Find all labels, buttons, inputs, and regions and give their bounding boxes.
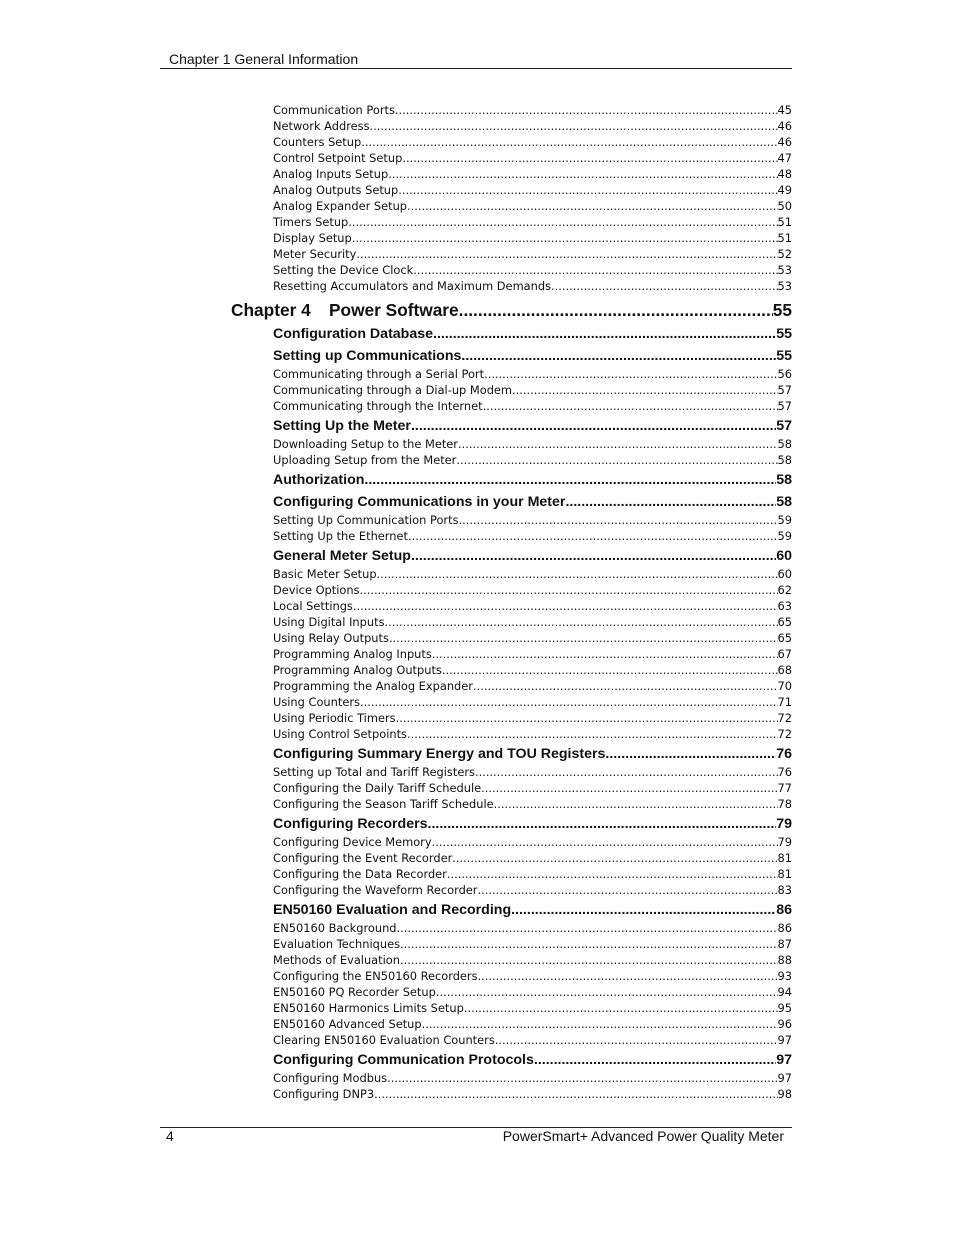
toc-section-page: 58 <box>776 494 792 510</box>
toc-entry[interactable] <box>273 382 792 398</box>
toc-entry-page: 53 <box>777 279 792 293</box>
toc-entry[interactable] <box>273 582 792 598</box>
toc-entry-title: Communicating through a Serial Port <box>273 367 485 381</box>
dot-leader <box>348 214 777 230</box>
toc-entry-title: Display Setup <box>273 231 352 245</box>
toc-entry-page: 76 <box>777 765 792 779</box>
toc-section-page: 58 <box>776 472 792 488</box>
toc-entry-title: Device Options <box>273 583 360 597</box>
toc-entry-title: Control Setpoint Setup <box>273 151 403 165</box>
toc-entry-page: 88 <box>777 953 792 967</box>
toc-entry-page: 59 <box>777 513 792 527</box>
dot-leader <box>411 417 776 436</box>
toc-section[interactable] <box>273 1051 792 1070</box>
toc-entry[interactable] <box>273 118 792 134</box>
toc-entry[interactable] <box>273 598 792 614</box>
toc-entry-title: Analog Expander Setup <box>273 199 408 213</box>
dot-leader <box>353 598 778 614</box>
toc-entry-title: Configuring the Data Recorder <box>273 867 447 881</box>
toc-entry-page: 56 <box>777 367 792 381</box>
toc-entry[interactable] <box>273 1000 792 1016</box>
dot-leader <box>456 452 777 468</box>
toc-section-title: Configuring Communication Protocols <box>273 1052 534 1068</box>
toc-entry[interactable] <box>273 662 792 678</box>
toc-entry[interactable] <box>273 920 792 936</box>
toc-entry-page: 71 <box>777 695 792 709</box>
toc-entry-page: 87 <box>777 937 792 951</box>
toc-entry-page: 46 <box>777 119 792 133</box>
toc-entry-page: 58 <box>777 437 792 451</box>
toc-entry-page: 78 <box>777 797 792 811</box>
toc-entry-page: 47 <box>777 151 792 165</box>
dot-leader <box>461 347 776 366</box>
dot-leader <box>442 662 778 678</box>
toc-entry-page: 68 <box>777 663 792 677</box>
toc-entry[interactable] <box>273 278 792 294</box>
running-head: Chapter 1 General Information <box>169 51 359 67</box>
toc-section[interactable] <box>273 325 792 344</box>
dot-leader <box>428 815 777 834</box>
toc-section-title: EN50160 Evaluation and Recording <box>273 902 512 918</box>
toc-entry-title: Programming Analog Inputs <box>273 647 432 661</box>
toc-entry[interactable] <box>273 764 792 780</box>
toc-entry[interactable] <box>273 262 792 278</box>
toc-entry-title: Configuring the Daily Tariff Schedule <box>273 781 482 795</box>
toc-entry-page: 52 <box>777 247 792 261</box>
toc-section-page: 79 <box>776 816 792 832</box>
toc-section[interactable] <box>273 471 792 490</box>
dot-leader <box>511 901 776 920</box>
toc-entry-page: 59 <box>777 529 792 543</box>
toc-section[interactable] <box>273 901 792 920</box>
toc-entry-page: 50 <box>777 199 792 213</box>
toc-entry-title: EN50160 Harmonics Limits Setup <box>273 1001 464 1015</box>
toc-entry-title: Communication Ports <box>273 103 395 117</box>
dot-leader <box>432 834 778 850</box>
toc-entry-page: 77 <box>777 781 792 795</box>
toc-entry-title: Clearing EN50160 Evaluation Counters <box>273 1033 495 1047</box>
toc-entry-page: 97 <box>777 1071 792 1085</box>
dot-leader <box>478 968 778 984</box>
toc-entry-title: Evaluation Techniques <box>273 937 401 951</box>
toc-entry-title: Timers Setup <box>273 215 349 229</box>
dot-leader <box>387 1070 777 1086</box>
dot-leader <box>494 796 778 812</box>
dot-leader <box>389 630 778 646</box>
dot-leader <box>360 582 778 598</box>
toc-entry[interactable] <box>273 882 792 898</box>
toc-entry-page: 65 <box>777 615 792 629</box>
toc-entry-title: Configuring the Season Tariff Schedule <box>273 797 494 811</box>
toc-section-page: 60 <box>776 548 792 564</box>
toc-entry-page: 81 <box>777 851 792 865</box>
toc-section-page: 55 <box>776 326 792 342</box>
dot-leader <box>475 764 778 780</box>
toc-entry-title: Using Relay Outputs <box>273 631 389 645</box>
toc-entry-page: 62 <box>777 583 792 597</box>
toc-entry-title: Methods of Evaluation <box>273 953 400 967</box>
toc-entry[interactable] <box>273 214 792 230</box>
header-rule <box>160 68 792 69</box>
toc-entry-title: Setting up Total and Tariff Registers <box>273 765 475 779</box>
toc-entry[interactable] <box>273 166 792 182</box>
toc-entry[interactable] <box>273 936 792 952</box>
toc-entry[interactable] <box>273 780 792 796</box>
toc-entry-title: Uploading Setup from the Meter <box>273 453 457 467</box>
toc-entry-title: Configuring the Waveform Recorder <box>273 883 478 897</box>
toc-section[interactable] <box>273 547 792 566</box>
toc-section-title: Setting up Communications <box>273 348 462 364</box>
dot-leader <box>422 1016 778 1032</box>
toc-entry-page: 63 <box>777 599 792 613</box>
dot-leader <box>433 325 776 344</box>
toc-entry-page: 53 <box>777 263 792 277</box>
toc-entry[interactable] <box>273 150 792 166</box>
dot-leader <box>398 182 777 198</box>
page-number: 4 <box>166 1128 174 1144</box>
toc-entry[interactable] <box>273 968 792 984</box>
toc-entry-page: 98 <box>777 1087 792 1101</box>
toc-entry-title: Configuring the Event Recorder <box>273 851 453 865</box>
toc-section-page: 97 <box>776 1052 792 1068</box>
toc-entry[interactable] <box>273 630 792 646</box>
toc-entry-page: 70 <box>777 679 792 693</box>
toc-entry-title: Setting the Device Clock <box>273 263 414 277</box>
toc-entry[interactable] <box>273 710 792 726</box>
toc-entry-title: EN50160 Background <box>273 921 397 935</box>
dot-leader <box>458 436 778 452</box>
toc-entry[interactable] <box>273 1070 792 1086</box>
toc-section-title: Configuring Summary Energy and TOU Registers <box>273 746 606 762</box>
dot-leader <box>565 493 776 512</box>
toc-entry-page: 65 <box>777 631 792 645</box>
toc-entry[interactable] <box>273 102 792 118</box>
toc-entry-title: Using Control Setpoints <box>273 727 407 741</box>
toc-entry[interactable] <box>273 866 792 882</box>
toc-entry-page: 46 <box>777 135 792 149</box>
toc-entry-page: 97 <box>777 1033 792 1047</box>
dot-leader <box>432 646 778 662</box>
toc-entry[interactable] <box>273 512 792 528</box>
toc-section[interactable] <box>273 347 792 366</box>
toc-entry[interactable] <box>273 182 792 198</box>
toc-entry[interactable] <box>273 614 792 630</box>
toc-section-title: Configuration Database <box>273 326 434 342</box>
toc-entry-title: Basic Meter Setup <box>273 567 377 581</box>
dot-leader <box>464 1000 778 1016</box>
toc-entry-title: Local Settings <box>273 599 353 613</box>
dot-leader <box>481 780 777 796</box>
toc-entry-title: Configuring DNP3 <box>273 1087 375 1101</box>
toc-entry-page: 57 <box>777 383 792 397</box>
toc-entry-title: Analog Inputs Setup <box>273 167 389 181</box>
toc-entry[interactable] <box>273 678 792 694</box>
toc-entry-page: 49 <box>777 183 792 197</box>
dot-leader <box>408 528 778 544</box>
dot-leader <box>385 614 778 630</box>
toc-entry[interactable] <box>273 796 792 812</box>
dot-leader <box>356 246 777 262</box>
toc-entry-title: Configuring the EN50160 Recorders <box>273 969 478 983</box>
dot-leader <box>370 118 778 134</box>
toc-entry[interactable] <box>273 726 792 742</box>
toc-entry[interactable] <box>273 952 792 968</box>
toc-entry[interactable] <box>273 134 792 150</box>
toc-entry-page: 96 <box>777 1017 792 1031</box>
toc-entry-page: 51 <box>777 215 792 229</box>
toc-entry-title: Network Address <box>273 119 370 133</box>
toc-entry-page: 51 <box>777 231 792 245</box>
toc-entry-title: Configuring Device Memory <box>273 835 432 849</box>
dot-leader <box>402 150 777 166</box>
toc-entry-page: 86 <box>777 921 792 935</box>
toc-entry[interactable] <box>273 436 792 452</box>
toc-entry[interactable] <box>273 528 792 544</box>
toc-entry[interactable] <box>273 452 792 468</box>
toc-entry-title: Downloading Setup to the Meter <box>273 437 458 451</box>
dot-leader <box>400 936 777 952</box>
toc-entry[interactable] <box>273 694 792 710</box>
dot-leader <box>473 678 778 694</box>
chapter-title: Power Software <box>329 300 459 320</box>
toc-entry-page: 81 <box>777 867 792 881</box>
toc-entry-title: Analog Outputs Setup <box>273 183 399 197</box>
toc-entry-page: 72 <box>777 711 792 725</box>
toc-entry-page: 67 <box>777 647 792 661</box>
dot-leader <box>551 278 777 294</box>
dot-leader <box>512 382 777 398</box>
toc-entry[interactable] <box>273 1086 792 1102</box>
toc-section-title: General Meter Setup <box>273 548 411 564</box>
toc-entry[interactable] <box>273 1016 792 1032</box>
toc-entry-title: EN50160 Advanced Setup <box>273 1017 422 1031</box>
dot-leader <box>452 850 777 866</box>
toc-entry-title: Programming Analog Outputs <box>273 663 442 677</box>
dot-leader <box>364 471 776 490</box>
toc-entry-title: Communicating through a Dial-up Modem <box>273 383 513 397</box>
table-of-contents <box>231 102 792 1102</box>
toc-section-page: 76 <box>776 746 792 762</box>
dot-leader <box>377 566 778 582</box>
dot-leader <box>447 866 778 882</box>
toc-entry[interactable] <box>273 850 792 866</box>
dot-leader <box>407 198 777 214</box>
dot-leader <box>483 398 778 414</box>
chapter-page: 55 <box>772 300 792 320</box>
toc-section[interactable] <box>273 745 792 764</box>
toc-entry-page: 60 <box>777 567 792 581</box>
toc-entry-page: 79 <box>777 835 792 849</box>
dot-leader <box>495 1032 778 1048</box>
toc-section-page: 86 <box>776 902 792 918</box>
toc-entry-title: Programming the Analog Expander <box>273 679 473 693</box>
dot-leader <box>360 694 778 710</box>
toc-entry-page: 45 <box>777 103 792 117</box>
toc-section-page: 57 <box>776 418 792 434</box>
dot-leader <box>396 710 778 726</box>
toc-entry-page: 83 <box>777 883 792 897</box>
toc-entry[interactable] <box>273 984 792 1000</box>
dot-leader <box>400 952 778 968</box>
dot-leader <box>411 547 776 566</box>
toc-entry[interactable] <box>273 834 792 850</box>
toc-section[interactable] <box>273 815 792 834</box>
dot-leader <box>459 512 778 528</box>
toc-entry[interactable] <box>273 198 792 214</box>
toc-section-title: Configuring Recorders <box>273 816 428 832</box>
toc-chapter-4[interactable] <box>231 298 792 322</box>
toc-entry[interactable] <box>273 398 792 414</box>
toc-entry-title: Setting Up Communication Ports <box>273 513 459 527</box>
dot-leader <box>534 1051 776 1070</box>
toc-entry-page: 58 <box>777 453 792 467</box>
toc-section[interactable] <box>273 493 792 512</box>
toc-section-title: Configuring Communications in your Meter <box>273 494 566 510</box>
toc-entry[interactable] <box>273 366 792 382</box>
toc-section-title: Setting Up the Meter <box>273 418 411 434</box>
toc-section[interactable] <box>273 417 792 436</box>
dot-leader <box>352 230 778 246</box>
toc-entry-page: 94 <box>777 985 792 999</box>
dot-leader <box>374 1086 777 1102</box>
dot-leader <box>407 726 778 742</box>
dot-leader <box>397 920 778 936</box>
dot-leader <box>459 298 773 322</box>
toc-entry-page: 48 <box>777 167 792 181</box>
toc-entry-title: Using Counters <box>273 695 360 709</box>
toc-section-title: Authorization <box>273 472 365 488</box>
toc-entry[interactable] <box>273 1032 792 1048</box>
product-title: PowerSmart+ Advanced Power Quality Meter <box>502 1128 784 1144</box>
dot-leader <box>413 262 777 278</box>
toc-entry-title: Using Periodic Timers <box>273 711 396 725</box>
toc-entry-title: EN50160 PQ Recorder Setup <box>273 985 436 999</box>
chapter-label: Chapter 4 <box>231 300 311 320</box>
toc-entry-page: 95 <box>777 1001 792 1015</box>
dot-leader <box>605 745 776 764</box>
dot-leader <box>484 366 777 382</box>
dot-leader <box>395 102 778 118</box>
toc-entry-title: Configuring Modbus <box>273 1071 388 1085</box>
toc-entry-title: Meter Security <box>273 247 357 261</box>
toc-entry[interactable] <box>273 246 792 262</box>
toc-entry-title: Counters Setup <box>273 135 362 149</box>
toc-entry-title: Using Digital Inputs <box>273 615 385 629</box>
toc-section-page: 55 <box>776 348 792 364</box>
toc-entry-title: Communicating through the Internet <box>273 399 483 413</box>
dot-leader <box>361 134 777 150</box>
dot-leader <box>388 166 777 182</box>
toc-entry[interactable] <box>273 646 792 662</box>
toc-entry[interactable] <box>273 566 792 582</box>
toc-entry-page: 57 <box>777 399 792 413</box>
toc-entry-page: 72 <box>777 727 792 741</box>
toc-entry-title: Resetting Accumulators and Maximum Demands <box>273 279 552 293</box>
dot-leader <box>478 882 778 898</box>
toc-entry[interactable] <box>273 230 792 246</box>
toc-entry-page: 93 <box>777 969 792 983</box>
dot-leader <box>436 984 778 1000</box>
toc-entry-title: Setting Up the Ethernet <box>273 529 408 543</box>
